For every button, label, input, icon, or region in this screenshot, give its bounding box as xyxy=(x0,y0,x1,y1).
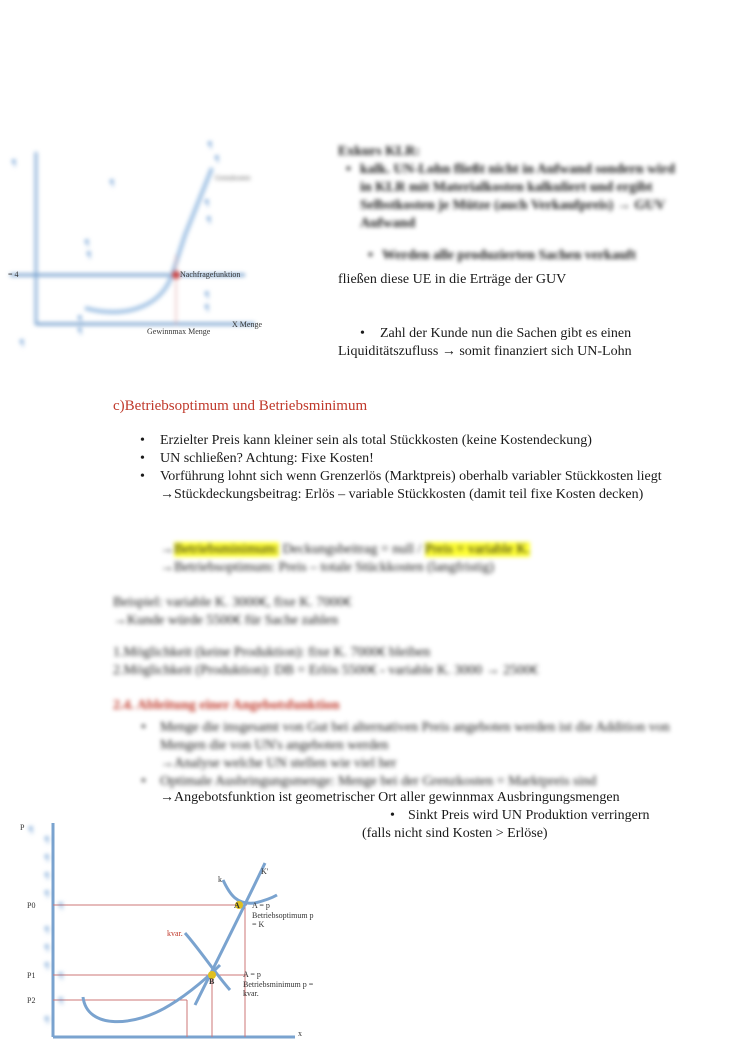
fig1-left-label: = 4 xyxy=(8,270,19,279)
section-c-blurred-lines xyxy=(160,541,680,577)
fig1-x-label: X Menge xyxy=(232,320,262,329)
fig2-k-small-label: k xyxy=(218,875,222,884)
fig1-labels xyxy=(0,140,270,348)
section-c-arrow-1: →Stückdeckungsbeitrag: Erlös – variable Stückkosten (damit teil fixe Kosten decken) xyxy=(160,487,644,502)
fig2-point-a-label: A xyxy=(234,901,240,910)
fig2-k-big-label: K' xyxy=(261,867,269,876)
excurs-bullet-3-line1: Zahl der Kunde nun die Sachen gibt es einen xyxy=(380,326,632,341)
example-block xyxy=(113,594,673,680)
excurs-bullet-1: kalk. UN-Lohn fließt nicht in Aufwand sondern wird in KLR mit Materialkosten kalkuliert und ergibt Selbstkosten je Mütze (auch Verkaufpreis) → GUV Aufwand xyxy=(360,162,676,231)
section-c-bullet-3: • Vorführung lohnt sich wenn Grenzerlös (Marktpreis) oberhalb variabler Stückkosten liegt xyxy=(138,468,698,486)
excurs-block-blurred: Exkurs KLR: • kalk. UN-Lohn fließt nicht in Aufwand sondern wird in KLR mit Materialkosten kalkuliert und ergibt Selbstkosten je Mütze (auch Verkaufpreis) → GUV Aufwand • Werden alle produzierten Sachen verkauft xyxy=(338,143,688,265)
fig1-curve-label: Grenzkosten xyxy=(215,174,251,182)
fig2-a-eq: A = p xyxy=(252,901,270,910)
fig2-p1-label: P1 xyxy=(27,971,36,980)
fig1-pilcrows: ¶ ¶ ¶ ¶ ¶ ¶ ¶ ¶ ¶ ¶ ¶ ¶ ¶ Grenzkosten xyxy=(12,140,251,348)
fig2-pilcrows: ¶ ¶ ¶ ¶ ¶ ¶ ¶ ¶ ¶ ¶ ¶ ¶ xyxy=(29,825,64,1025)
fig2-kvar-label: kvar. xyxy=(167,929,183,938)
example-line-4: 2.Möglichkeit (Produktion): DB = Erlös 5500€ - variable K. 3000 → 2500€ xyxy=(113,663,539,678)
fig2-y-label: P xyxy=(20,823,25,832)
fig1-gewinn-label: Gewinnmax Menge xyxy=(147,327,211,336)
section-24-bullet-2: Optimale Ausbringungsmenge: Menge bei der Grenzkosten = Marktpreis sind xyxy=(160,774,597,789)
section-c-bullet-2: • UN schließen? Achtung: Fixe Kosten! xyxy=(138,450,698,468)
excurs-bullet-2-line2: fließen diese UE in die Erträge der GUV xyxy=(338,272,567,287)
section-24-bullet-3-line2: (falls nicht sind Kosten > Erlöse) xyxy=(362,826,548,841)
section-c-arrow-2: →Betriebsminimum: Deckungsbeitrag = null / Preis = variable K. xyxy=(160,542,531,557)
section-24-heading: 2.4. Ableitung einer Angebotsfunktion xyxy=(113,698,340,713)
fig2-x-label: x xyxy=(298,1029,302,1038)
fig2-p2-label: P2 xyxy=(27,996,36,1005)
section-24-bullet-1: Menge die insgesamt von Gut bei alternativen Preis angeboten werden ist die Addition von Mengen die von UN's angeboten werden xyxy=(160,720,670,753)
section-c-heading: c)Betriebsoptimum und Betriebsminimum xyxy=(113,398,368,414)
section-c-bullet-1: • Erzielter Preis kann kleiner sein als total Stückkosten (keine Kostendeckung) xyxy=(138,432,698,450)
fig2-point-b-label: B xyxy=(209,977,215,986)
section-c-list xyxy=(138,432,698,504)
example-line-2: →Kunde würde 5500€ für Sache zahlen xyxy=(113,613,339,628)
fig2-optimum-label: Betriebsoptimum p = K xyxy=(252,911,314,929)
fig2-p0-label: P0 xyxy=(27,901,36,910)
section-24-bullet-1-arrow: →Analyse welche UN stellen wie viel her xyxy=(160,756,397,771)
fig1-nachfrage-label: Nachfragefunktion xyxy=(180,270,241,279)
example-line-3: 1.Möglichkeit (keine Produktion): fixe K. 7000€ bleiben xyxy=(113,645,431,660)
section-24-bullet-3: • Sinkt Preis wird UN Produktion verringern (falls nicht sind Kosten > Erlöse) xyxy=(362,807,722,843)
preis-variable-highlight: Preis = variable K. xyxy=(424,542,531,557)
section-c-arrow-3: →Betriebsoptimum: Preis – totale Stückkosten (langfristig) xyxy=(160,560,495,575)
section-24-blurred: 2.4. Ableitung einer Angebotsfunktion • Menge die insgesamt von Gut bei alternativen Preis angeboten werden ist die Addition von Mengen die von UN's angeboten werden →Analyse welche UN stellen wie viel her • Optimale Ausbringungsmenge: Menge bei der Grenzkosten = Marktpreis sind xyxy=(113,697,693,791)
excurs-bullet-3: • Zahl der Kunde nun die Sachen gibt es einen Liquiditätszufluss → somit finanziert sich UN-Lohn xyxy=(338,325,698,361)
example-line-1: Beispiel: variable K. 3000€, fixe K. 7000€ xyxy=(113,595,352,610)
excurs-heading: Exkurs KLR: xyxy=(338,144,421,159)
excurs-bullet-2-line1: Werden alle produzierten Sachen verkauft xyxy=(382,248,637,263)
betriebsminimum-highlight: Betriebsminimum: xyxy=(174,542,279,557)
section-24-arrow-clear: →Angebotsfunktion ist geometrischer Ort aller gewinnmax Ausbringungsmengen xyxy=(160,790,620,805)
excurs-bullet-3-line2: Liquiditätszufluss → somit finanziert sich UN-Lohn xyxy=(338,344,632,359)
fig2-minimum-label: Betriebsminimum p = kvar. xyxy=(243,980,314,998)
fig2-b-eq: A = p xyxy=(243,970,261,979)
